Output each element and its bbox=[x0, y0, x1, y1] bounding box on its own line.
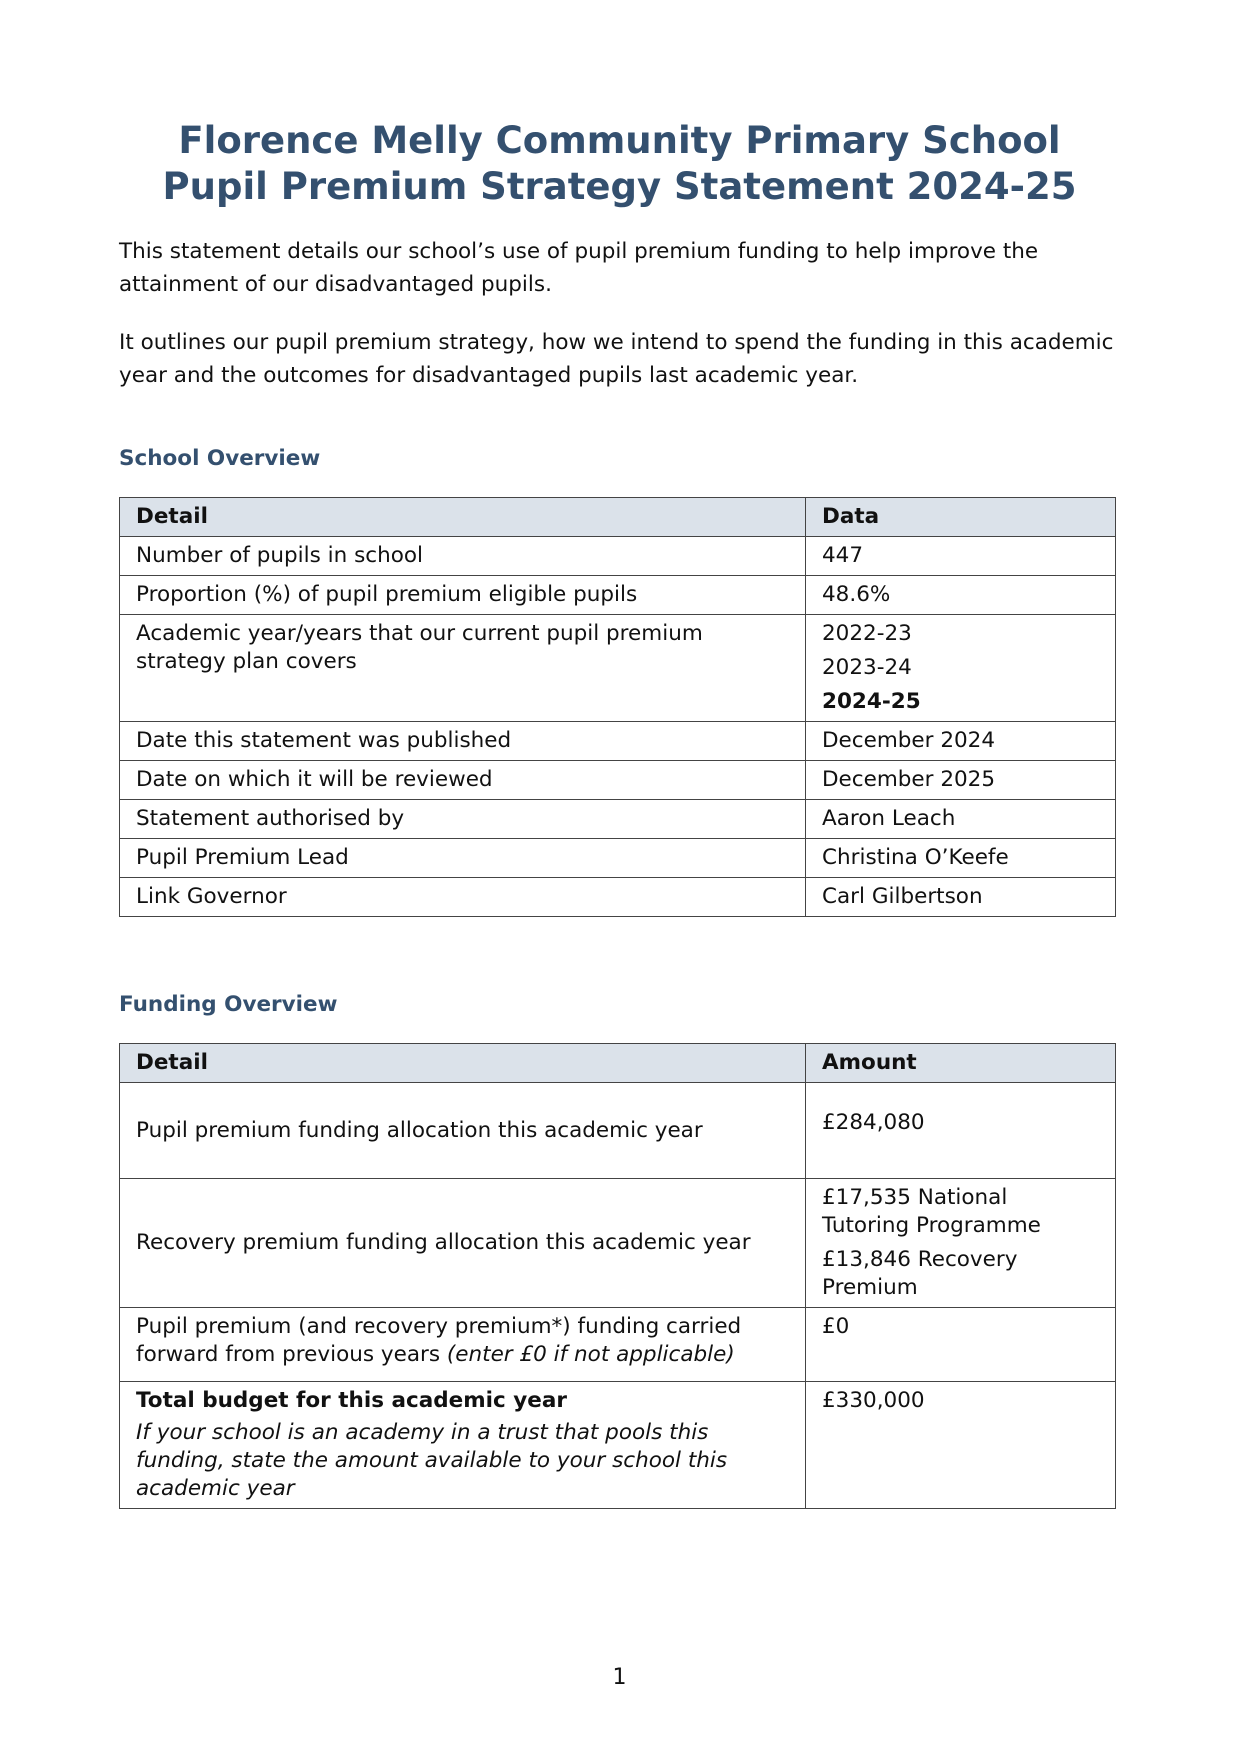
row-detail: Proportion (%) of pupil premium eligible pupils bbox=[120, 576, 806, 615]
row-detail: Statement authorised by bbox=[120, 800, 806, 839]
table-row bbox=[120, 576, 1116, 615]
school-overview-table bbox=[119, 497, 1116, 917]
row-data bbox=[806, 615, 1116, 722]
school-overview-heading: School Overview bbox=[119, 446, 321, 471]
funding-overview-table bbox=[119, 1043, 1116, 1509]
table-row bbox=[120, 761, 1116, 800]
row-detail: Total budget for this academic year If your school is an academy in a trust that pools this funding, state the amount available to your school this academic year bbox=[120, 1382, 806, 1509]
row-amount: £284,080 bbox=[806, 1083, 1116, 1179]
table-row bbox=[120, 615, 1116, 722]
table-row bbox=[120, 537, 1116, 576]
row-detail: Recovery premium funding allocation this academic year bbox=[120, 1179, 806, 1308]
column-header-amount: Amount bbox=[806, 1044, 1116, 1083]
row-detail: Pupil premium funding allocation this academic year bbox=[120, 1083, 806, 1179]
row-data: 447 bbox=[806, 537, 1116, 576]
intro-paragraph-1: This statement details our school’s use of pupil premium funding to help improve the attainment of our disadvantaged pupils. bbox=[119, 239, 1039, 297]
row-detail: Pupil premium (and recovery premium*) funding carried forward from previous years (enter £0 if not applicable) bbox=[120, 1308, 806, 1382]
row-data: Aaron Leach bbox=[806, 800, 1116, 839]
column-header-detail: Detail bbox=[120, 498, 806, 537]
row-detail: Academic year/years that our current pupil premium strategy plan covers bbox=[120, 615, 806, 722]
row-amount: £330,000 bbox=[806, 1382, 1116, 1509]
page-title bbox=[0, 118, 1239, 210]
row-data: December 2025 bbox=[806, 761, 1116, 800]
intro-paragraph-2: It outlines our pupil premium strategy, how we intend to spend the funding in this academic year and the outcomes for disadvantaged pupils last academic year. bbox=[119, 330, 1114, 388]
funding-overview-heading: Funding Overview bbox=[119, 992, 338, 1017]
detail-note: If your school is an academy in a trust that pools this funding, state the amount available to your school this academic year bbox=[136, 1420, 728, 1501]
table-row bbox=[120, 1308, 1116, 1382]
row-data: 48.6% bbox=[806, 576, 1116, 615]
column-header-data: Data bbox=[806, 498, 1116, 537]
row-detail: Number of pupils in school bbox=[120, 537, 806, 576]
detail-note: (enter £0 if not applicable) bbox=[446, 1342, 735, 1367]
table-row bbox=[120, 722, 1116, 761]
row-detail: Link Governor bbox=[120, 878, 806, 917]
school-name: Florence Melly Community Primary School bbox=[178, 119, 1061, 162]
row-data: Carl Gilbertson bbox=[806, 878, 1116, 917]
table-row bbox=[120, 1382, 1116, 1509]
table-row bbox=[120, 800, 1116, 839]
table-row bbox=[120, 1083, 1116, 1179]
row-data: December 2024 bbox=[806, 722, 1116, 761]
amount-item: £17,535 National Tutoring Programme bbox=[822, 1185, 1041, 1238]
year-item-current: 2024-25 bbox=[822, 689, 921, 714]
table-row bbox=[120, 839, 1116, 878]
row-detail: Date this statement was published bbox=[120, 722, 806, 761]
table-header-row bbox=[120, 1044, 1116, 1083]
amount-item: £13,846 Recovery Premium bbox=[822, 1247, 1018, 1300]
row-amount bbox=[806, 1179, 1116, 1308]
table-row bbox=[120, 1179, 1116, 1308]
table-row bbox=[120, 878, 1116, 917]
row-detail: Date on which it will be reviewed bbox=[120, 761, 806, 800]
statement-title: Pupil Premium Strategy Statement 2024-25 bbox=[162, 165, 1077, 208]
row-detail: Pupil Premium Lead bbox=[120, 839, 806, 878]
page-number: 1 bbox=[612, 1665, 627, 1690]
year-item: 2023-24 bbox=[822, 655, 912, 680]
column-header-detail: Detail bbox=[120, 1044, 806, 1083]
row-data: Christina O’Keefe bbox=[806, 839, 1116, 878]
row-amount: £0 bbox=[806, 1308, 1116, 1382]
table-header-row bbox=[120, 498, 1116, 537]
year-item: 2022-23 bbox=[822, 621, 912, 646]
